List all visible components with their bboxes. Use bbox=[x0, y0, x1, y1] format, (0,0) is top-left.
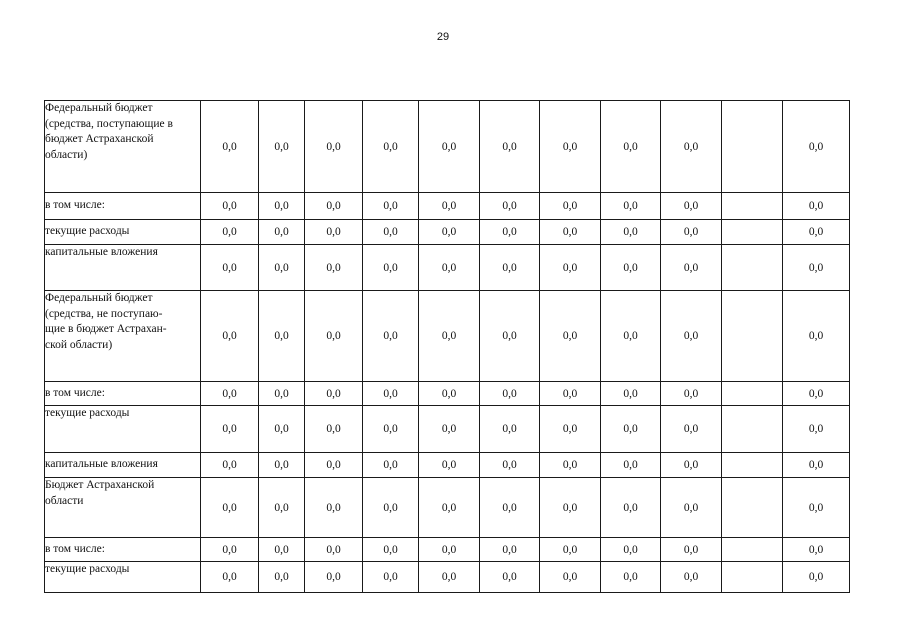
value-cell: 0,0 bbox=[601, 453, 661, 478]
value-cell: 0,0 bbox=[201, 538, 259, 562]
value-cell: 0,0 bbox=[783, 406, 850, 453]
table-row bbox=[45, 406, 850, 453]
value-cell: 0,0 bbox=[363, 193, 419, 220]
value-cell: 0,0 bbox=[540, 538, 601, 562]
row-label-line: в том числе: bbox=[45, 386, 105, 399]
table-row bbox=[45, 220, 850, 245]
value-cell bbox=[722, 382, 783, 406]
value-cell: 0,0 bbox=[305, 562, 363, 593]
table-row bbox=[45, 562, 850, 593]
value-cell: 0,0 bbox=[601, 291, 661, 382]
row-label-line: в том числе: bbox=[45, 542, 105, 555]
row-label-cell bbox=[45, 562, 201, 593]
value-cell: 0,0 bbox=[419, 562, 480, 593]
row-label-line: текущие расходы bbox=[45, 225, 130, 238]
value-cell: 0,0 bbox=[305, 406, 363, 453]
value-cell: 0,0 bbox=[480, 562, 540, 593]
value-cell: 0,0 bbox=[305, 538, 363, 562]
value-cell: 0,0 bbox=[661, 478, 722, 538]
page-number: 29 bbox=[436, 31, 450, 43]
value-cell: 0,0 bbox=[480, 101, 540, 193]
value-cell: 0,0 bbox=[363, 562, 419, 593]
value-cell: 0,0 bbox=[661, 453, 722, 478]
value-cell: 0,0 bbox=[305, 382, 363, 406]
value-cell: 0,0 bbox=[201, 245, 259, 291]
value-cell: 0,0 bbox=[601, 193, 661, 220]
value-cell: 0,0 bbox=[540, 562, 601, 593]
value-cell: 0,0 bbox=[305, 478, 363, 538]
value-cell: 0,0 bbox=[363, 220, 419, 245]
value-cell bbox=[722, 406, 783, 453]
row-label-line: ской области) bbox=[45, 338, 113, 351]
row-label-cell bbox=[45, 453, 201, 478]
value-cell: 0,0 bbox=[661, 291, 722, 382]
value-cell: 0,0 bbox=[783, 245, 850, 291]
value-cell bbox=[722, 193, 783, 220]
row-label-line: щие в бюджет Астрахан- bbox=[45, 323, 167, 335]
row-label-cell bbox=[45, 101, 201, 193]
value-cell: 0,0 bbox=[363, 453, 419, 478]
value-cell: 0,0 bbox=[259, 538, 305, 562]
row-label-line: (средства, поступающие в bbox=[45, 117, 173, 130]
row-label-line: капитальные вложения bbox=[45, 458, 158, 471]
value-cell: 0,0 bbox=[363, 538, 419, 562]
row-label-line: Бюджет Астраханской bbox=[45, 479, 155, 491]
value-cell: 0,0 bbox=[661, 538, 722, 562]
row-label-cell bbox=[45, 291, 201, 382]
value-cell: 0,0 bbox=[363, 291, 419, 382]
value-cell: 0,0 bbox=[419, 193, 480, 220]
value-cell: 0,0 bbox=[419, 538, 480, 562]
value-cell: 0,0 bbox=[540, 101, 601, 193]
value-cell: 0,0 bbox=[601, 382, 661, 406]
row-label-cell bbox=[45, 382, 201, 406]
value-cell: 0,0 bbox=[540, 382, 601, 406]
value-cell: 0,0 bbox=[783, 291, 850, 382]
value-cell: 0,0 bbox=[480, 193, 540, 220]
value-cell: 0,0 bbox=[259, 220, 305, 245]
value-cell: 0,0 bbox=[363, 478, 419, 538]
value-cell: 0,0 bbox=[305, 220, 363, 245]
value-cell: 0,0 bbox=[363, 406, 419, 453]
value-cell: 0,0 bbox=[783, 538, 850, 562]
value-cell: 0,0 bbox=[661, 193, 722, 220]
value-cell: 0,0 bbox=[480, 291, 540, 382]
value-cell: 0,0 bbox=[480, 382, 540, 406]
value-cell: 0,0 bbox=[480, 245, 540, 291]
row-label-cell bbox=[45, 245, 201, 291]
value-cell: 0,0 bbox=[783, 382, 850, 406]
value-cell: 0,0 bbox=[259, 406, 305, 453]
value-cell: 0,0 bbox=[480, 453, 540, 478]
value-cell: 0,0 bbox=[661, 562, 722, 593]
row-label-line: в том числе: bbox=[45, 199, 105, 212]
value-cell: 0,0 bbox=[601, 538, 661, 562]
table-row bbox=[45, 382, 850, 406]
value-cell: 0,0 bbox=[540, 406, 601, 453]
table-row bbox=[45, 291, 850, 382]
value-cell: 0,0 bbox=[480, 538, 540, 562]
value-cell: 0,0 bbox=[305, 193, 363, 220]
row-label-line: текущие расходы bbox=[45, 563, 130, 575]
row-label-line: области bbox=[45, 494, 84, 507]
value-cell: 0,0 bbox=[419, 453, 480, 478]
value-cell bbox=[722, 453, 783, 478]
value-cell: 0,0 bbox=[480, 406, 540, 453]
value-cell: 0,0 bbox=[601, 562, 661, 593]
row-label-line: текущие расходы bbox=[45, 407, 130, 419]
row-label-line: Федеральный бюджет bbox=[45, 102, 153, 114]
value-cell: 0,0 bbox=[601, 245, 661, 291]
value-cell: 0,0 bbox=[305, 291, 363, 382]
value-cell: 0,0 bbox=[661, 406, 722, 453]
row-label-cell bbox=[45, 478, 201, 538]
value-cell: 0,0 bbox=[661, 245, 722, 291]
value-cell: 0,0 bbox=[363, 245, 419, 291]
value-cell: 0,0 bbox=[259, 245, 305, 291]
value-cell: 0,0 bbox=[419, 101, 480, 193]
table-row bbox=[45, 193, 850, 220]
value-cell: 0,0 bbox=[201, 193, 259, 220]
value-cell: 0,0 bbox=[419, 406, 480, 453]
value-cell: 0,0 bbox=[201, 478, 259, 538]
table-row bbox=[45, 478, 850, 538]
row-label-cell bbox=[45, 193, 201, 220]
row-label-cell bbox=[45, 220, 201, 245]
value-cell: 0,0 bbox=[783, 101, 850, 193]
value-cell: 0,0 bbox=[783, 193, 850, 220]
value-cell bbox=[722, 478, 783, 538]
value-cell: 0,0 bbox=[201, 453, 259, 478]
value-cell: 0,0 bbox=[363, 101, 419, 193]
row-label-cell bbox=[45, 406, 201, 453]
value-cell: 0,0 bbox=[783, 220, 850, 245]
value-cell: 0,0 bbox=[540, 478, 601, 538]
value-cell: 0,0 bbox=[259, 291, 305, 382]
value-cell: 0,0 bbox=[419, 478, 480, 538]
value-cell: 0,0 bbox=[480, 478, 540, 538]
value-cell: 0,0 bbox=[419, 291, 480, 382]
value-cell: 0,0 bbox=[419, 245, 480, 291]
value-cell: 0,0 bbox=[259, 453, 305, 478]
value-cell: 0,0 bbox=[540, 193, 601, 220]
value-cell: 0,0 bbox=[661, 220, 722, 245]
value-cell bbox=[722, 220, 783, 245]
value-cell: 0,0 bbox=[305, 101, 363, 193]
value-cell: 0,0 bbox=[201, 291, 259, 382]
value-cell bbox=[722, 538, 783, 562]
value-cell: 0,0 bbox=[305, 245, 363, 291]
value-cell: 0,0 bbox=[601, 101, 661, 193]
table-row bbox=[45, 538, 850, 562]
value-cell bbox=[722, 101, 783, 193]
row-label-line: Федеральный бюджет bbox=[45, 292, 153, 304]
row-label-line: капитальные вложения bbox=[45, 246, 158, 258]
table-row bbox=[45, 101, 850, 193]
value-cell: 0,0 bbox=[783, 453, 850, 478]
value-cell: 0,0 bbox=[201, 382, 259, 406]
value-cell: 0,0 bbox=[601, 406, 661, 453]
value-cell: 0,0 bbox=[363, 382, 419, 406]
value-cell: 0,0 bbox=[201, 406, 259, 453]
value-cell: 0,0 bbox=[540, 291, 601, 382]
table-row bbox=[45, 453, 850, 478]
value-cell: 0,0 bbox=[419, 220, 480, 245]
row-label-line: бюджет Астраханской bbox=[45, 133, 154, 145]
value-cell: 0,0 bbox=[661, 382, 722, 406]
value-cell: 0,0 bbox=[419, 382, 480, 406]
value-cell: 0,0 bbox=[783, 562, 850, 593]
value-cell: 0,0 bbox=[259, 478, 305, 538]
value-cell: 0,0 bbox=[661, 101, 722, 193]
value-cell: 0,0 bbox=[259, 382, 305, 406]
value-cell: 0,0 bbox=[259, 101, 305, 193]
value-cell: 0,0 bbox=[201, 220, 259, 245]
value-cell: 0,0 bbox=[783, 478, 850, 538]
value-cell bbox=[722, 245, 783, 291]
value-cell: 0,0 bbox=[601, 220, 661, 245]
row-label-line: (средства, не поступаю- bbox=[45, 307, 163, 320]
value-cell bbox=[722, 291, 783, 382]
value-cell: 0,0 bbox=[259, 562, 305, 593]
value-cell: 0,0 bbox=[259, 193, 305, 220]
value-cell: 0,0 bbox=[201, 101, 259, 193]
value-cell: 0,0 bbox=[305, 453, 363, 478]
value-cell: 0,0 bbox=[601, 478, 661, 538]
value-cell: 0,0 bbox=[540, 453, 601, 478]
value-cell: 0,0 bbox=[540, 245, 601, 291]
value-cell: 0,0 bbox=[540, 220, 601, 245]
row-label-cell bbox=[45, 538, 201, 562]
row-label-line: области) bbox=[45, 148, 88, 161]
table-row bbox=[45, 245, 850, 291]
value-cell bbox=[722, 562, 783, 593]
value-cell: 0,0 bbox=[480, 220, 540, 245]
budget-table bbox=[44, 100, 850, 593]
value-cell: 0,0 bbox=[201, 562, 259, 593]
